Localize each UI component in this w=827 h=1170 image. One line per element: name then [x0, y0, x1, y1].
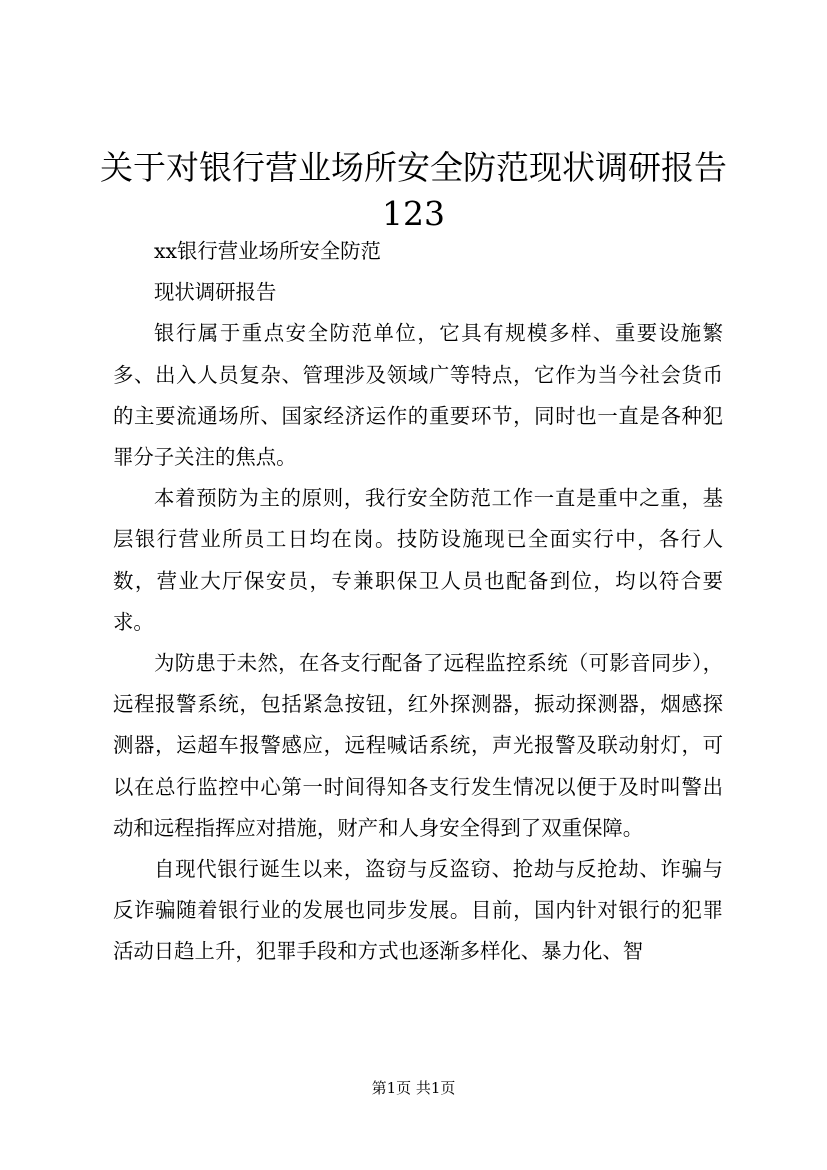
- subtitle-line-1: xx银行营业场所安全防范: [154, 239, 381, 263]
- body-paragraph: 本着预防为主的原则，我行安全防范工作一直是重中之重，基层银行营业所员工日均在岗。技防设施现已全面实行中，各行人数，营业大厅保安员，专兼职保卫人员也配备到位，均以符合要求。: [113, 486, 723, 634]
- document-body: [113, 231, 723, 973]
- subtitle-line-2: 现状调研报告: [154, 280, 277, 305]
- page-footer: 第1页 共1页: [371, 1079, 456, 1097]
- body-paragraph: 自现代银行诞生以来，盗窃与反盗窃、抢劫与反抢劫、诈骗与反诈骗随着银行业的发展也同步发展。目前，国内针对银行的犯罪活动日趋上升，犯罪手段和方式也逐渐多样化、暴力化、智: [113, 857, 723, 964]
- document-title-suffix: 123: [382, 194, 445, 233]
- body-paragraph: 为防患于未然，在各支行配备了远程监控系统（可影音同步），远程报警系统，包括紧急按钮，红外探测器，振动探测器，烟感探测器，运超车报警感应，远程喊话系统，声光报警及联动射灯，可以在总行监控中心第一时间得知各支行发生情况以便于及时叫警出动和远程指挥应对措施，财产和人身安全得到了双重保障。: [113, 651, 723, 840]
- document-title: 关于对银行营业场所安全防范现状调研报告: [100, 148, 727, 187]
- body-paragraph: 银行属于重点安全防范单位，它具有规模多样、重要设施繁多、出入人员复杂、管理涉及领域广等特点，它作为当今社会货币的主要流通场所、国家经济运作的重要环节，同时也一直是各种犯罪分子关注的焦点。: [113, 321, 723, 470]
